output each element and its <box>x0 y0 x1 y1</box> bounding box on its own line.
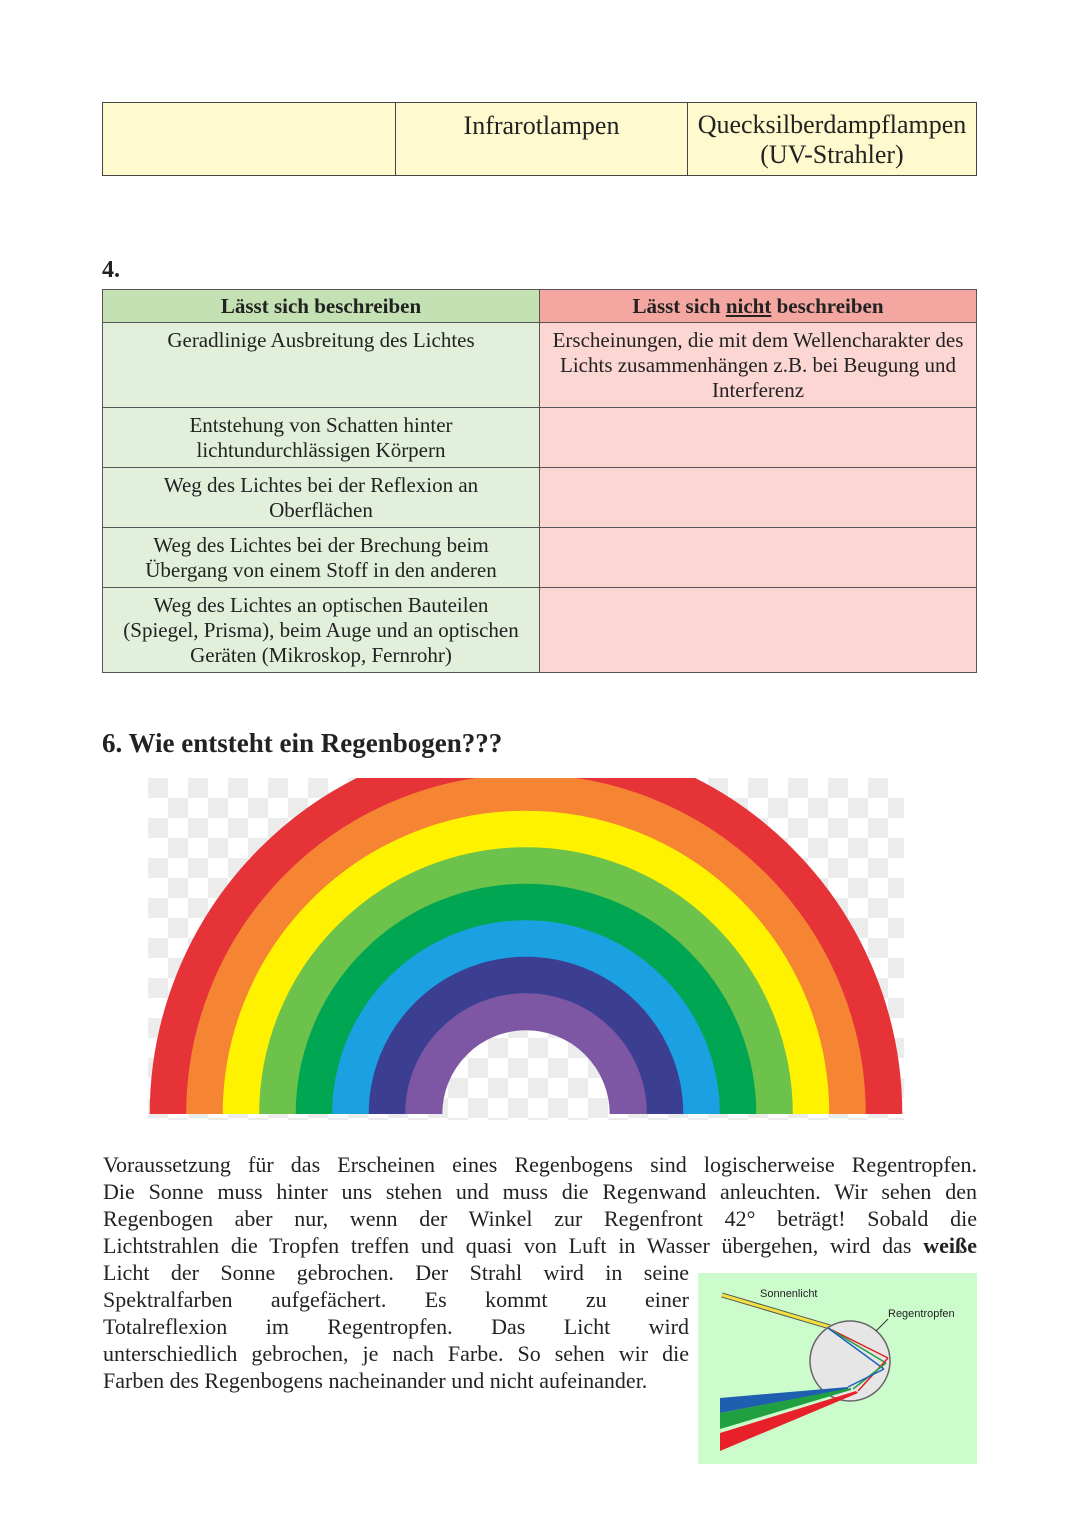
cell-line: Oberflächen <box>269 498 373 522</box>
cell-line: Weg des Lichtes bei der Reflexion an <box>163 473 479 497</box>
cell-line: Geradlinige Ausbreitung des Lichtes <box>167 328 475 352</box>
light-model-table <box>102 289 977 673</box>
label-raindrop: Regentropfen <box>888 1308 955 1320</box>
paragraph-line: Totalreflexion im Regentropfen. Das Licht wird <box>103 1314 689 1339</box>
rainbow-image <box>148 778 904 1120</box>
cell-line: Erscheinungen, die mit dem Wellencharakter des <box>552 328 964 352</box>
bold-word: weiße <box>923 1233 977 1258</box>
lamp-table <box>102 102 977 176</box>
cell-line: Geräten (Mikroskop, Fernrohr) <box>190 643 452 667</box>
table-row-5-left <box>103 588 540 673</box>
table-row-4-right <box>540 528 977 588</box>
cell-line: Weg des Lichtes bei der Brechung beim <box>153 533 489 557</box>
cell-line: (Spiegel, Prisma), beim Auge und an optischen <box>123 618 519 642</box>
paragraph-line: Die Sonne muss hinter uns stehen und muss die Regenwand anleuchten. Wir sehen den <box>103 1179 977 1204</box>
table-row-3-right <box>540 468 977 528</box>
uv-lamp-name: Quecksilberdampflampen <box>697 110 967 139</box>
lamp-table-empty-cell <box>103 103 396 176</box>
table-row-1-right <box>540 323 977 408</box>
table-row-3-left <box>103 468 540 528</box>
table-row-5-right <box>540 588 977 673</box>
header-right-post: beschreiben <box>771 294 884 318</box>
table-row-2-right <box>540 408 977 468</box>
header-right-underlined: nicht <box>725 294 772 318</box>
paragraph-line: Spektralfarben aufgefächert. Es kommt zu einer <box>103 1287 689 1312</box>
cell-line: Lichts zusammenhängen z.B. bei Beugung und <box>560 353 956 377</box>
cell-line: Entstehung von Schatten hinter <box>189 413 453 437</box>
paragraph-line: unterschiedlich gebrochen, je nach Farbe. So sehen wir die <box>103 1341 689 1366</box>
table-row-2-left <box>103 408 540 468</box>
section-4-number: 4. <box>102 257 120 283</box>
table-row-1-left <box>103 323 540 408</box>
cell-line: Übergang von einem Stoff in den anderen <box>145 558 497 582</box>
paragraph-line: Farben des Regenbogens nacheinander und nicht aufeinander. <box>103 1368 648 1393</box>
label-sunlight: Sonnenlicht <box>760 1288 818 1300</box>
lamp-table-uv-cell <box>688 103 977 176</box>
cell-line: Weg des Lichtes an optischen Bauteilen <box>153 593 489 617</box>
cell-line: lichtundurchlässigen Körpern <box>196 438 446 462</box>
paragraph-line-text: Lichtstrahlen die Tropfen treffen und quasi von Luft in Wasser übergehen, wird das <box>103 1233 924 1258</box>
table-row-4-left <box>103 528 540 588</box>
paragraph-line: Regenbogen aber nur, wenn der Winkel zur Regenfront 42° beträgt! Sobald die <box>103 1206 977 1231</box>
section-6-heading: 6. Wie entsteht ein Regenbogen??? <box>102 728 503 758</box>
header-not-describable <box>540 290 977 323</box>
paragraph-line <box>103 1232 977 1259</box>
cell-line: Interferenz <box>711 378 805 402</box>
paragraph-line: Voraussetzung für das Erscheinen eines Regenbogens sind logischerweise Regentropfen. <box>103 1152 977 1177</box>
rainbow-explanation-paragraph <box>103 1151 977 1259</box>
rainbow-explanation-side-text <box>103 1259 689 1394</box>
lamp-table-infrared-cell: Infrarotlampen <box>396 103 688 176</box>
header-describable: Lässt sich beschreiben <box>103 290 540 323</box>
paragraph-line: Licht der Sonne gebrochen. Der Strahl wird in seine <box>103 1260 689 1285</box>
header-right-pre: Lässt sich <box>632 294 726 318</box>
uv-lamp-subtitle: (UV-Strahler) <box>760 140 904 169</box>
raindrop-refraction-diagram <box>698 1273 977 1464</box>
